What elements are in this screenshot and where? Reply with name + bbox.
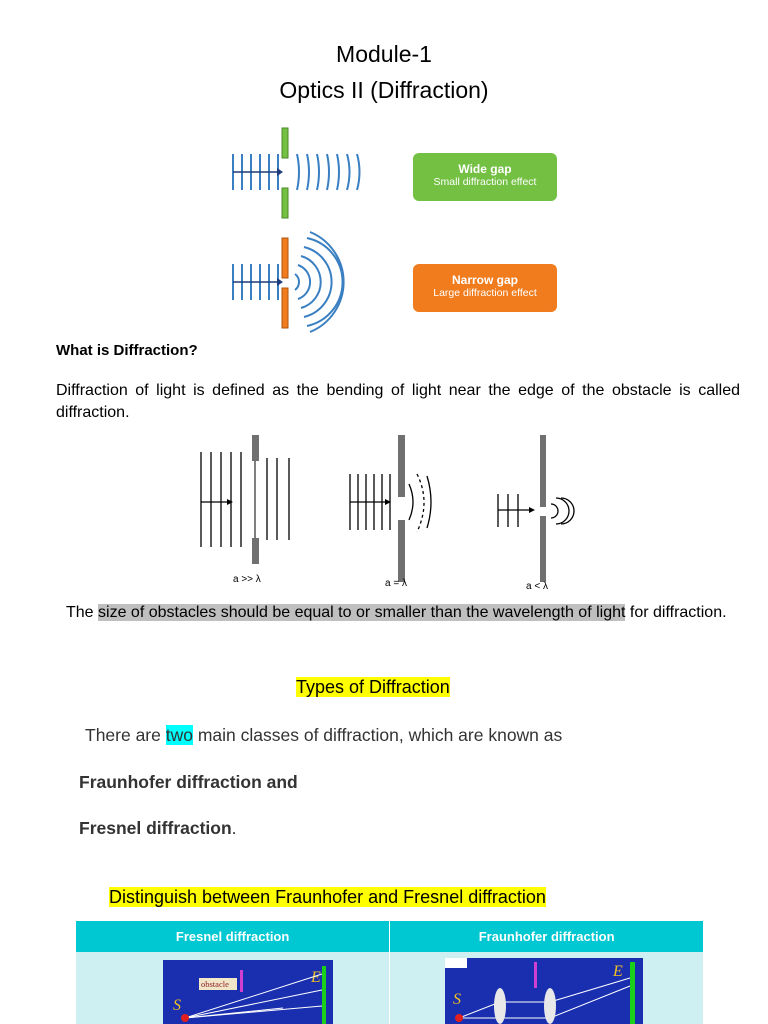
source-point — [455, 1014, 463, 1022]
source-label-s: S — [173, 997, 181, 1014]
narrow-gap-title: Narrow gap — [451, 273, 518, 287]
screen-label-e: E — [613, 963, 624, 980]
case-wide-barrier-top — [252, 435, 259, 461]
source-point — [181, 1014, 189, 1022]
intro-text-start: There are — [85, 725, 166, 745]
types-heading — [296, 676, 450, 698]
label-a-less: a < λ — [526, 581, 548, 592]
second-lens — [544, 988, 556, 1024]
narrow-gap-badge — [413, 264, 557, 312]
narrow-gap-barrier-top — [282, 238, 288, 278]
fresnel-diagram-cell — [76, 952, 390, 1024]
first-lens — [494, 988, 506, 1024]
case-equal-barrier-top — [398, 435, 405, 497]
case-small-barrier-top — [540, 435, 546, 507]
note-highlight: size of obstacles should be equal to or smaller than the wavelength of light — [98, 604, 626, 621]
wide-gap-title: Wide gap — [458, 162, 512, 176]
note-text-start: The — [66, 604, 99, 621]
case-equal-diffracted — [409, 474, 431, 532]
comparison-table — [76, 921, 704, 1024]
fraunhofer-item: Fraunhofer diffraction and — [79, 772, 298, 792]
fresnel-item-period: . — [231, 818, 237, 838]
fresnel-item — [79, 818, 237, 839]
types-heading-text: Types of Diffraction — [296, 677, 450, 697]
diffraction-definition: Diffraction of light is defined as the bending of light near the edge of the obstacle is called diffraction. — [56, 382, 740, 421]
source-label-s: S — [453, 991, 462, 1008]
intro-text-end: main classes of diffraction, which are known as — [192, 725, 563, 745]
wide-gap-badge — [413, 153, 557, 201]
case-wide-waves — [201, 452, 289, 547]
fraunhofer-setup-diagram — [445, 958, 643, 1024]
label-a-much-greater: a >> λ — [233, 574, 261, 585]
note-text-end: for diffraction. — [625, 604, 727, 621]
narrow-gap-barrier-bottom — [282, 288, 288, 328]
narrow-gap-subtitle: Large diffraction effect — [433, 287, 537, 299]
wide-gap-subtitle: Small diffraction effect — [433, 176, 537, 188]
distinguish-heading-text: Distinguish between Fraunhofer and Fresnel diffraction — [109, 887, 546, 907]
page-title: Module-1 — [336, 41, 432, 67]
page-subtitle: Optics II (Diffraction) — [279, 77, 489, 103]
gap-diffraction-figure — [225, 122, 385, 334]
label-a-equal: a = λ — [385, 578, 407, 589]
wide-gap-barrier-top — [282, 128, 288, 158]
distinguish-heading — [109, 886, 546, 908]
case-wide-barrier-bottom — [252, 538, 259, 564]
obstacle-size-note — [66, 602, 740, 624]
types-intro — [85, 724, 562, 746]
fraunhofer-diagram-cell — [390, 952, 704, 1024]
table-header-fresnel: Fresnel diffraction — [76, 921, 390, 952]
narrow-gap-diffracted-waves — [295, 232, 344, 332]
slit-width-figure — [195, 432, 585, 592]
case-small-barrier-bottom — [540, 516, 546, 582]
fresnel-item-label: Fresnel diffraction — [79, 818, 232, 838]
case-small-diffracted — [551, 498, 574, 524]
intro-highlight-two: two — [165, 725, 193, 745]
table-header-fraunhofer: Fraunhofer diffraction — [390, 921, 704, 952]
obstacle-label: obstacle — [201, 979, 229, 989]
wide-gap-diffracted-waves — [297, 154, 360, 190]
wide-gap-barrier-bottom — [282, 188, 288, 218]
screen-label-e: E — [311, 969, 321, 986]
fresnel-setup-diagram — [163, 960, 333, 1024]
case-equal-barrier-bottom — [398, 520, 405, 582]
section-heading-what-is-diffraction: What is Diffraction? — [56, 342, 198, 359]
